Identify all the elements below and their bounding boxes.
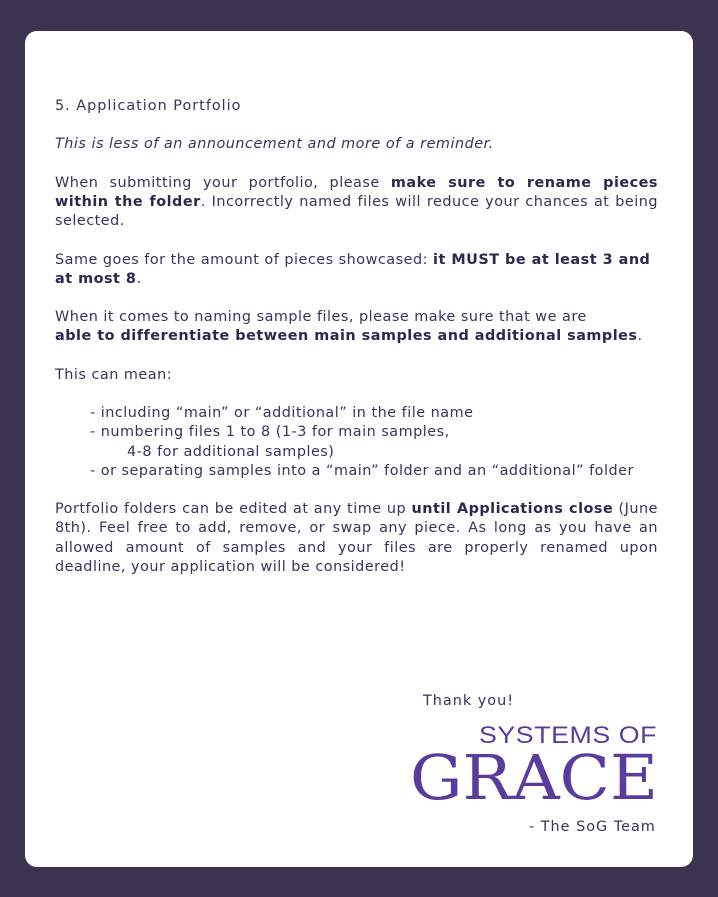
logo-line-2: GRACE [410, 741, 658, 814]
list-item: - or separating samples into a “main” folder and an “additional” folder [90, 462, 634, 479]
naming-options-list [55, 404, 658, 481]
systems-of-grace-logo [408, 717, 660, 833]
logo-line-1: SYSTEMS OF [479, 722, 657, 749]
list-item [90, 423, 658, 461]
signature: - The SoG Team [529, 819, 656, 835]
paragraph-editing [55, 500, 658, 577]
paragraph-naming [55, 308, 658, 346]
announcement-body [55, 97, 658, 577]
intro-text: This is less of an announcement and more of a reminder. [55, 136, 494, 153]
paragraph-emphasis: it MUST be at least 3 and at most 8 [55, 251, 651, 287]
paragraph-text: . [637, 328, 643, 345]
paragraph-text: Portfolio folders can be edited at any time up [55, 501, 412, 518]
paragraph-emphasis: able to differentiate between main samples and additional samples [55, 328, 638, 345]
paragraph-renaming [55, 174, 658, 232]
paragraph-text: . Incorrectly named files will reduce your chances at being selected. [55, 193, 658, 230]
paragraph-text: When it comes to naming sample files, please make sure that we are [55, 309, 587, 326]
section-title: 5. Application Portfolio [55, 98, 242, 114]
paragraph-emphasis: until Applications close [411, 501, 614, 518]
paragraph-piece-count [55, 251, 658, 289]
paragraph-this-can-mean: This can mean: [55, 366, 173, 383]
paragraph-emphasis: make sure to rename pieces within the folder [55, 174, 658, 210]
list-item-continuation: 4-8 for additional samples) [127, 443, 335, 460]
paragraph-text: When submitting your portfolio, please [55, 174, 391, 191]
paragraph-text: Same goes for the amount of pieces showcased: [55, 251, 434, 268]
closing-thanks: Thank you! [423, 693, 514, 709]
paragraph-text: . [136, 270, 142, 287]
list-item-text: - numbering files 1 to 8 (1-3 for main samples, [90, 424, 450, 441]
list-item: - including “main” or “additional” in the file name [90, 405, 474, 422]
announcement-card [25, 31, 693, 867]
paragraph-text: (June 8th). Feel free to add, remove, or swap any piece. As long as you have an allowed amount of samples and your files are properly renamed upon deadline, your application will be considered! [55, 501, 659, 575]
